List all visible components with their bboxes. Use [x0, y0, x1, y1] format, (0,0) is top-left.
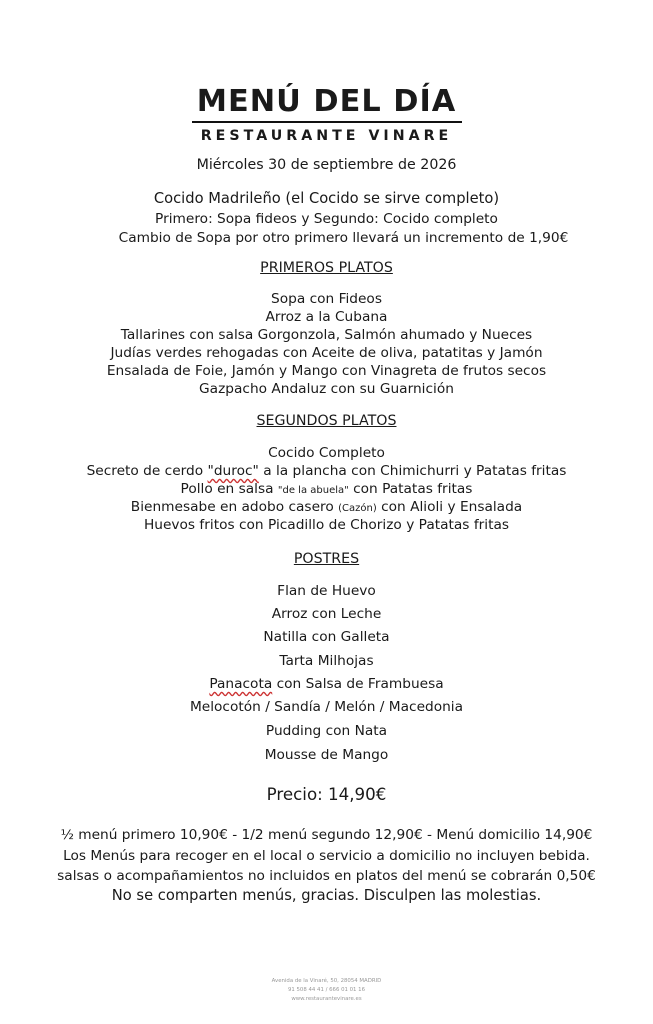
- menu-price: Precio: 14,90€: [266, 785, 387, 804]
- title-divider: [192, 121, 462, 123]
- segundos-heading: SEGUNDOS PLATOS: [256, 413, 397, 429]
- postres-item: Tarta Milhojas: [279, 653, 374, 669]
- primeros-item: Tallarines con salsa Gorgonzola, Salmón ahumado y Nueces: [120, 327, 533, 343]
- footer-phone: 91 508 44 41 / 666 01 01 16: [287, 987, 366, 993]
- item-text-small: "de la abuela": [277, 485, 349, 496]
- postres-item: Arroz con Leche: [271, 606, 382, 622]
- extras-note: salsas o acompañamientos no incluidos en platos del menú se cobrarán 0,50€: [57, 868, 596, 884]
- item-text: con Salsa de Frambuesa: [272, 676, 444, 692]
- takeaway-note: Los Menús para recoger en el local o servicio a domicilio no incluyen bebida.: [63, 848, 590, 864]
- item-text: Pollo en salsa: [180, 481, 278, 497]
- postres-item: Natilla con Galleta: [263, 629, 390, 645]
- special-courses: Primero: Sopa fideos y Segundo: Cocido completo: [155, 211, 498, 227]
- footer-web: www.restaurantevinare.es: [291, 996, 362, 1002]
- segundos-item: [0, 462, 653, 480]
- item-text: con Alioli y Ensalada: [376, 499, 523, 515]
- postres-item: Flan de Huevo: [277, 583, 376, 599]
- postres-item: Pudding con Nata: [265, 723, 388, 739]
- primeros-item: Sopa con Fideos: [271, 291, 382, 307]
- item-text: Bienmesabe en adobo casero: [130, 499, 339, 515]
- segundos-item: [0, 498, 653, 518]
- restaurant-name: RESTAURANTE VINARE: [200, 128, 453, 144]
- item-text: Secreto de cerdo: [86, 463, 208, 479]
- segundos-item: [0, 480, 653, 500]
- item-text: a la plancha con Chimichurri y Patatas fritas: [258, 463, 567, 479]
- footer-address: Avenida de la Vinaré, 50, 28054 MADRID: [271, 978, 382, 984]
- postres-item: Mousse de Mango: [264, 747, 389, 763]
- segundos-item: Cocido Completo: [268, 445, 385, 461]
- item-text-flagged: Panacota: [209, 676, 273, 692]
- item-text-small: (Cazón): [338, 503, 377, 514]
- special-dish: Cocido Madrileño (el Cocido se sirve completo): [153, 190, 500, 207]
- sharing-note: No se comparten menús, gracias. Disculpen las molestias.: [111, 887, 542, 904]
- menu-date: Miércoles 30 de septiembre de 2026: [196, 157, 457, 173]
- postres-heading: POSTRES: [293, 551, 360, 567]
- primeros-item: Judías verdes rehogadas con Aceite de oliva, patatitas y Jamón: [110, 345, 543, 361]
- menu-title: MENÚ DEL DÍA: [196, 84, 457, 119]
- primeros-item: Gazpacho Andaluz con su Guarnición: [199, 381, 454, 397]
- special-note: Cambio de Sopa por otro primero llevará un incremento de 1,90€: [118, 230, 569, 246]
- primeros-item: Arroz a la Cubana: [265, 309, 388, 325]
- price-notes: ½ menú primero 10,90€ - 1/2 menú segundo 12,90€ - Menú domicilio 14,90€: [60, 827, 593, 843]
- segundos-item: Huevos fritos con Picadillo de Chorizo y Patatas fritas: [143, 517, 510, 533]
- primeros-heading: PRIMEROS PLATOS: [260, 260, 393, 276]
- primeros-item: Ensalada de Foie, Jamón y Mango con Vinagreta de frutos secos: [106, 363, 547, 379]
- item-text: con Patatas fritas: [348, 481, 473, 497]
- postres-item: Melocotón / Sandía / Melón / Macedonia: [189, 699, 464, 715]
- item-text-flagged: "duroc": [207, 463, 259, 479]
- postres-item: [0, 675, 653, 693]
